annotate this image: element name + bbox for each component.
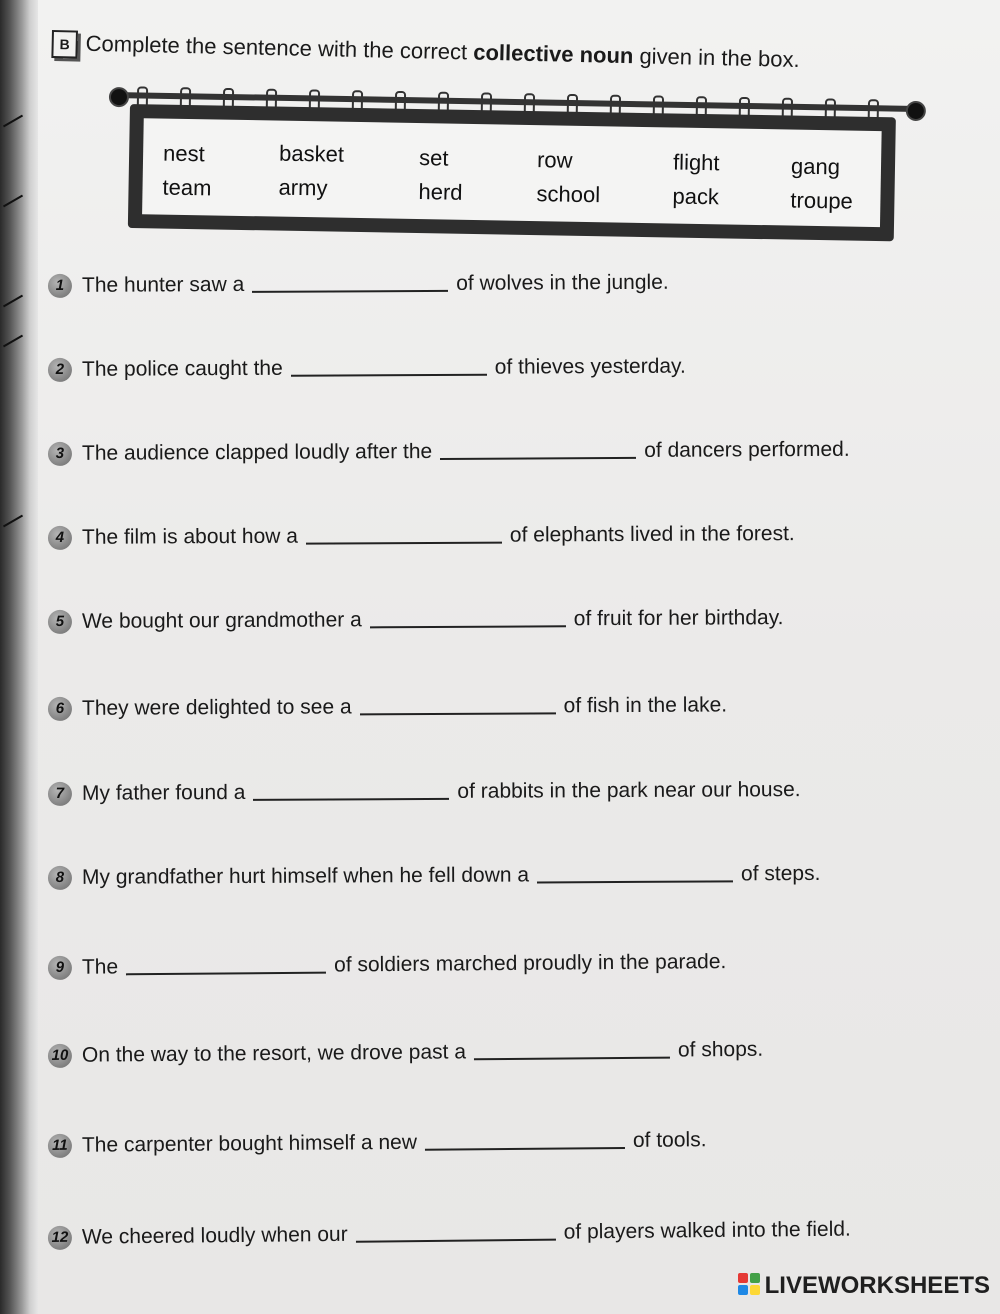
question-text-end: of fish in the lake. <box>563 693 728 718</box>
word-option: basket <box>278 140 345 167</box>
logo-square-green <box>750 1273 760 1283</box>
question-text: We cheered loudly when our <box>81 1222 348 1249</box>
question-text: The audience clapped loudly after the <box>81 439 433 465</box>
question-2 <box>48 353 968 398</box>
word-option: herd <box>418 179 463 205</box>
question-9 <box>48 948 968 996</box>
question-10 <box>48 1036 968 1084</box>
answer-blank[interactable] <box>306 542 502 545</box>
question-number: 6 <box>48 697 72 721</box>
question-text: The carpenter bought himself a new <box>81 1130 418 1157</box>
binding-mark <box>3 195 23 208</box>
word-option: flight <box>672 149 720 176</box>
question-text-end: of wolves in the jungle. <box>456 270 669 295</box>
question-number: 11 <box>48 1134 72 1158</box>
question-7 <box>48 777 968 822</box>
answer-blank[interactable] <box>360 712 556 715</box>
answer-blank[interactable] <box>440 457 636 460</box>
word-option: army <box>278 174 328 201</box>
question-number: 9 <box>48 956 72 980</box>
question-text: We bought our grandmother a <box>81 608 362 633</box>
word-option: team <box>162 174 212 201</box>
question-5 <box>48 605 968 650</box>
question-text: On the way to the resort, we drove past a <box>81 1040 467 1067</box>
question-text-end: of players walked into the field. <box>563 1217 851 1244</box>
question-number: 10 <box>48 1044 72 1068</box>
question-text-end: of shops. <box>677 1037 764 1062</box>
word-option: school <box>536 181 601 208</box>
question-number: 1 <box>48 274 72 298</box>
logo-square-blue <box>738 1285 748 1295</box>
word-option: set <box>418 145 449 171</box>
question-number: 12 <box>48 1226 72 1250</box>
question-text: They were delighted to see a <box>81 695 352 720</box>
question-3 <box>48 437 968 482</box>
instruction-text: Complete the sentence with the correct <box>85 30 474 65</box>
answer-blank[interactable] <box>253 798 449 801</box>
section-label: B <box>51 30 78 59</box>
word-option: row <box>536 147 573 173</box>
binding-mark <box>3 515 23 528</box>
question-text: The film is about how a <box>81 524 298 549</box>
logo-square-yellow <box>750 1285 760 1295</box>
binding-mark <box>3 335 23 348</box>
word-box <box>128 104 896 241</box>
answer-blank[interactable] <box>252 290 448 293</box>
question-text: The <box>81 955 119 979</box>
question-number: 7 <box>48 782 72 806</box>
question-number: 2 <box>48 358 72 382</box>
binding-mark <box>3 115 23 128</box>
question-1 <box>48 269 968 314</box>
question-text: The police caught the <box>81 356 283 381</box>
instruction-keyword: collective noun <box>472 39 634 69</box>
question-number: 3 <box>48 442 72 466</box>
answer-blank[interactable] <box>291 374 487 377</box>
question-text-end: of elephants lived in the forest. <box>509 522 795 547</box>
question-text-end: of tools. <box>632 1128 707 1152</box>
word-box-inner <box>142 118 882 227</box>
question-number: 5 <box>48 610 72 634</box>
question-text: My grandfather hurt himself when he fell down a <box>81 863 530 889</box>
book-binding <box>0 0 38 1314</box>
question-text-end: of steps. <box>740 861 821 886</box>
word-option: troupe <box>790 187 854 214</box>
answer-blank[interactable] <box>370 625 566 628</box>
answer-blank[interactable] <box>474 1057 670 1061</box>
question-text-end: of thieves yesterday. <box>494 354 686 379</box>
word-option: pack <box>672 183 720 210</box>
question-6 <box>48 692 968 737</box>
question-text-end: of fruit for her birthday. <box>573 606 784 631</box>
word-option: gang <box>790 153 841 180</box>
binding-mark <box>3 295 23 308</box>
liveworksheets-watermark <box>737 1272 990 1306</box>
watermark-text: LIVEWORKSHEETS <box>764 1272 990 1299</box>
question-11 <box>48 1126 968 1174</box>
question-text-end: of soldiers marched proudly in the parade. <box>334 950 727 977</box>
question-number: 8 <box>48 866 72 890</box>
question-text: My father found a <box>81 780 246 805</box>
question-4 <box>48 521 968 566</box>
answer-blank[interactable] <box>537 880 733 883</box>
word-option: nest <box>162 140 205 167</box>
instruction-text-end: given in the box. <box>633 43 800 72</box>
question-8 <box>48 861 968 906</box>
liveworksheets-logo-icon <box>737 1272 761 1296</box>
question-text: The hunter saw a <box>81 272 245 297</box>
question-text-end: of rabbits in the park near our house. <box>457 778 801 803</box>
answer-blank[interactable] <box>356 1239 556 1243</box>
question-number: 4 <box>48 526 72 550</box>
logo-square-red <box>738 1273 748 1283</box>
answer-blank[interactable] <box>126 972 326 976</box>
question-text-end: of dancers performed. <box>644 437 850 462</box>
answer-blank[interactable] <box>425 1147 625 1151</box>
